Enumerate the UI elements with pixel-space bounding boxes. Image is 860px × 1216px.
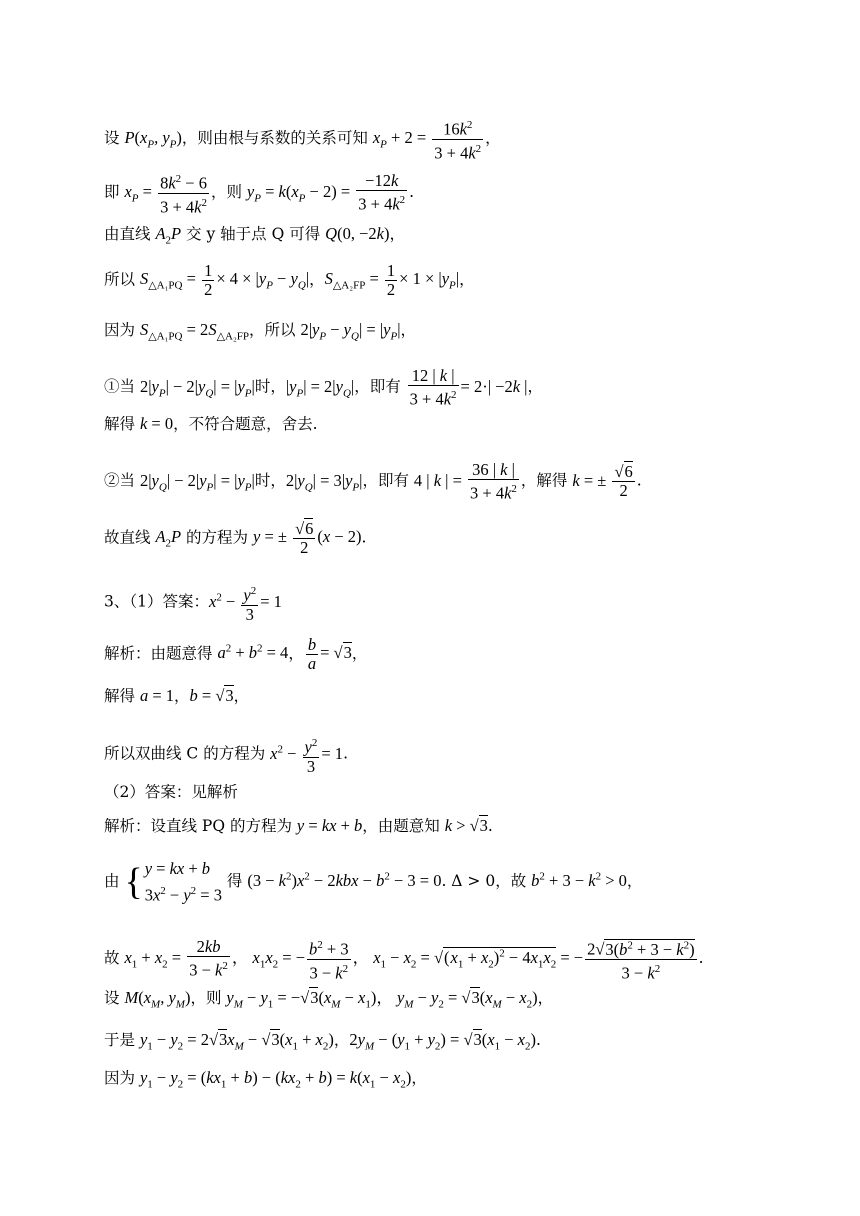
line-16: 由 { y = kx + b $3x^2 - y^2 = 3$ 得 $(3 - k^2)x^2 - 2kbx - b^2 - 3 = 0$. Δ > 0，故 $b^2 + 3 - k^2 > 0$， <box>104 859 643 905</box>
line-15: 解析：设直线 PQ 的方程为 y = kx + b，由题意知 k > √3. <box>104 816 493 835</box>
text: ，则 <box>190 989 227 1007</box>
line-18: 设 $M(x_M$, $y_M$)，则 $y_M - y_1 = -√3(x_M - x_1)$， $y_M - y_2 = √3(x_M - x_2)$， <box>104 988 554 1011</box>
text: 时， <box>254 471 286 490</box>
text: 得 <box>221 872 248 891</box>
line-13: 所以双曲线 C 的方程为 $x^2$ − $\frac{y^2}{3}$ = 1. <box>104 737 348 776</box>
text: . <box>698 948 704 967</box>
text: ， <box>485 128 501 147</box>
text: ， <box>537 989 554 1007</box>
line-7: 解得 k = 0，不符合题意，舍去. <box>104 414 318 433</box>
text: （2）答案：见解析 <box>104 783 238 801</box>
text: ， <box>400 321 417 339</box>
text: 因为 <box>104 321 140 339</box>
text: 解析：由题意得 <box>104 644 218 663</box>
line-4: 所以 $S_{\triangle A_1PQ}$ = $\frac{1}{2}$ × $4 \times |y_P - y_Q|$，$S_{\triangle A_2FP}$ = $\frac{1}{2}$ × $1 \times |y_P|$， <box>104 261 475 299</box>
text: ， <box>233 687 250 705</box>
line-3: 由直线 $A_2P$ 交 y 轴于点 Q 可得 Q(0, −2k)， <box>104 224 405 247</box>
text: 即 <box>104 182 125 201</box>
line-8: ②当 $2|y_Q| - 2|y_P| = |y_P|$时，$2|y_Q| = 3|y_P|$，即有 4 | k | = $\frac{36 | k |}{3 + 4k^2}$ ，解得 k = ± $\frac{√6}{2}$ . <box>104 460 642 503</box>
text: 设 <box>104 989 125 1007</box>
text: ， <box>174 687 190 705</box>
text: . <box>361 528 367 547</box>
text: ，则由根与系数的关系可知 <box>181 128 373 147</box>
text: ，即有 <box>362 471 414 490</box>
text: . <box>536 1031 541 1049</box>
text: 交 y 轴于点 Q 可得 <box>181 225 326 243</box>
text: 时， <box>254 377 286 396</box>
line-20: 因为 $y_1 - y_2 = (kx_1 + b) - (kx_2 + b) = k(x_1 - x_2)$， <box>104 1068 427 1091</box>
text: ，不符合题意，舍去. <box>173 415 318 433</box>
line-1: 设 $P(x_P$, $y_P$)，则由根与系数的关系可知 $x_P + 2$ = $\frac{16k^2}{3 + 4k^2}$ ， <box>104 119 501 162</box>
text: ， <box>626 872 643 891</box>
text: ，即有 <box>354 377 406 396</box>
text: 故 <box>104 948 125 967</box>
text: ， <box>333 1031 350 1049</box>
text: 所以 <box>104 270 140 289</box>
text: ①当 <box>104 377 140 396</box>
line-19: 于是 $y_1 - y_2 = 2√3x_M - √3(x_1 + x_2)$，$2y_M - (y_1 + y_2) = √3(x_1 - x_2)$. <box>104 1030 541 1053</box>
text: 的方程为 <box>181 528 253 547</box>
text: . <box>343 744 348 763</box>
text: ，所以 <box>249 321 301 339</box>
line-6: ①当 $2|y_P| - 2|y_Q| = |y_P|$时，$|y_P| = 2|y_Q|$，即有 $\frac{12 | k |}{3 + 4k^2}$ = 2·| −2k |， <box>104 366 543 409</box>
line-5: 因为 $S_{\triangle A_1PQ} = 2S_{\triangle A_2FP}$，所以 $2|y_P - y_Q| = |y_P|$， <box>104 320 417 343</box>
text: 解得 <box>104 687 140 705</box>
text: ，由题意知 <box>362 817 445 835</box>
text: 于是 <box>104 1031 140 1049</box>
text: 因为 <box>104 1069 140 1087</box>
text: 解得 <box>104 415 140 433</box>
text: 由直线 <box>104 225 156 243</box>
line-12: 解得 a = 1，b = √3， <box>104 686 250 705</box>
text: . <box>487 817 493 835</box>
text: ， <box>389 225 405 243</box>
text: 故直线 <box>104 528 156 547</box>
text: . Δ > 0，故 <box>441 872 532 891</box>
line-17: 故 $x_1 + x_2$ = $\frac{2kb}{3 - k^2}$ ， $x_1x_2$ = − $\frac{b^2 + 3}{3 - k^2}$ ， $x_1 - x_2 = √(x_1 + x_2)^2 - 4x_1x_2$ = − $\frac{2√3(b^2 + 3 - k^2)}{3 - k^2}$ . <box>104 937 704 982</box>
text: ，则 <box>210 182 247 201</box>
text: ， <box>411 1069 427 1087</box>
text: 所以双曲线 C 的方程为 <box>104 744 271 763</box>
text: 解析：设直线 PQ 的方程为 <box>104 817 297 835</box>
line-10: 3、（1）答案：$x^2$ − $\frac{y^2}{3}$ = 1 <box>104 585 282 624</box>
text: 3、（1）答案： <box>104 592 209 611</box>
text: ， <box>459 270 475 289</box>
text: . <box>409 182 415 201</box>
line-11: 解析：由题意得 $a^2 + b^2 = 4$， $\frac{b}{a}$ = √3， <box>104 635 368 673</box>
text: ②当 <box>104 471 140 490</box>
text: 设 <box>104 128 125 147</box>
text: . <box>636 471 642 490</box>
text: 由 <box>104 872 125 891</box>
line-14 <box>104 782 238 802</box>
text: ，解得 <box>520 471 573 490</box>
line-2: 即 $x_P$ = $\frac{8k^2 - 6}{3 + 4k^2}$ ，则 $y_P = k(x_P - 2)$ = $\frac{-12k}{3 + 4k^2}$ . <box>104 171 415 216</box>
text: ， <box>351 644 368 663</box>
line-9: 故直线 $A_2P$ 的方程为 y = ± $\frac{√6}{2}$ (x − 2). <box>104 519 367 557</box>
text: ， <box>288 644 304 663</box>
text: ， <box>527 377 543 396</box>
text: ， <box>309 270 325 289</box>
